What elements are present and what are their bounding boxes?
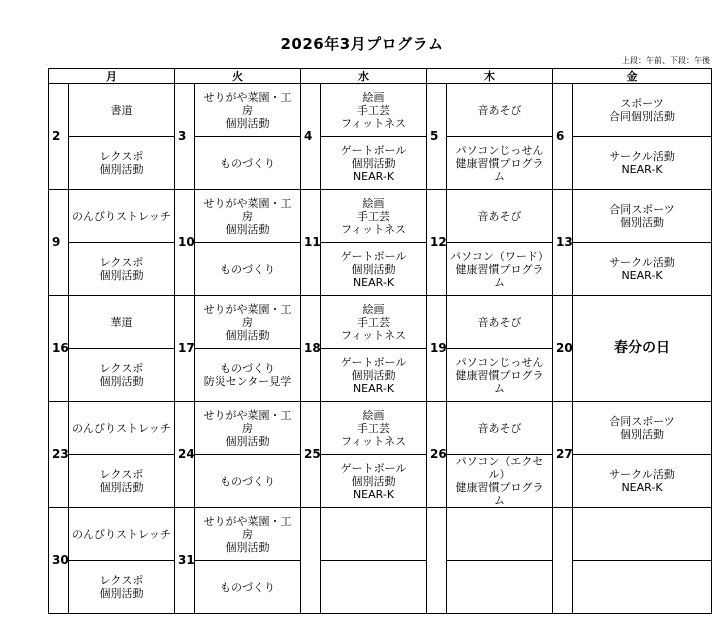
activity-line: 音あそび: [477, 103, 522, 117]
afternoon-activity-cell: [69, 455, 175, 508]
activity-line: パソコン（ワード）: [450, 249, 549, 263]
week-row-pm: [49, 455, 712, 508]
date-cell: 18: [301, 296, 321, 402]
morning-activity-cell: [321, 508, 427, 561]
activity-line: 個別活動: [225, 540, 270, 554]
afternoon-activity-cell: [321, 349, 427, 402]
activity-line: 音あそび: [477, 315, 522, 329]
activity-line: レクスポ: [99, 468, 144, 481]
activity-line: 音あそび: [477, 421, 522, 435]
activity-line: のんびりストレッチ: [72, 209, 171, 223]
morning-activity-cell: [573, 190, 712, 243]
week-row-am: [49, 296, 712, 349]
afternoon-activity-cell: [69, 137, 175, 190]
weekday-header: 木: [427, 69, 553, 84]
activity-line: 絵画: [362, 302, 385, 316]
date-cell: 20: [553, 296, 573, 402]
activity-line: せりがや菜園・工: [203, 90, 292, 104]
activity-line: フィットネス: [340, 116, 406, 130]
date-cell: 3: [175, 84, 195, 190]
holiday-cell: 春分の日: [573, 296, 712, 402]
activity-line: 華道: [110, 315, 133, 329]
date-cell: 12: [427, 190, 447, 296]
activity-line: 房: [242, 421, 253, 435]
morning-activity-cell: [69, 84, 175, 137]
morning-activity-cell: [195, 190, 301, 243]
activity-line: レクスポ: [99, 150, 144, 163]
afternoon-activity-cell: [195, 243, 301, 296]
afternoon-activity-cell: [447, 137, 553, 190]
activity-line: 合同スポーツ: [609, 203, 675, 216]
afternoon-activity-cell: [195, 137, 301, 190]
date-cell: 23: [49, 402, 69, 508]
morning-activity-cell: [321, 296, 427, 349]
activity-line: ゲートボール: [340, 249, 407, 263]
morning-activity-cell: [321, 402, 427, 455]
afternoon-activity-cell: [69, 243, 175, 296]
morning-activity-cell: [195, 296, 301, 349]
activity-line: 手工芸: [357, 421, 390, 435]
date-cell: 6: [553, 84, 573, 190]
activity-line: サークル活動: [609, 256, 675, 269]
date-cell: [427, 508, 447, 614]
activity-line: ものづくり: [220, 156, 275, 170]
activity-line: 個別活動: [99, 587, 144, 600]
activity-line: フィットネス: [340, 328, 406, 342]
afternoon-activity-cell: [573, 243, 712, 296]
date-cell: 25: [301, 402, 321, 508]
date-cell: 16: [49, 296, 69, 402]
activity-line: 房: [242, 209, 253, 223]
activity-line: せりがや菜園・工: [203, 196, 292, 210]
afternoon-activity-cell: [447, 561, 553, 614]
week-row-am: [49, 402, 712, 455]
activity-line: ム: [494, 381, 505, 395]
activity-line: ム: [494, 494, 505, 507]
morning-activity-cell: [195, 84, 301, 137]
afternoon-activity-cell: [447, 243, 553, 296]
date-cell: 26: [427, 402, 447, 508]
activity-line: 房: [242, 315, 253, 329]
activity-line: ものづくり: [220, 580, 275, 594]
activity-line: 手工芸: [357, 209, 390, 223]
morning-activity-cell: [195, 508, 301, 561]
activity-line: 個別活動: [351, 368, 396, 382]
date-cell: 2: [49, 84, 69, 190]
morning-activity-cell: [69, 508, 175, 561]
activity-line: 個別活動: [225, 222, 270, 236]
week-row-am: [49, 84, 712, 137]
week-row-pm: [49, 243, 712, 296]
morning-activity-cell: [321, 84, 427, 137]
activity-line: 健康習慣プログラ: [455, 262, 544, 276]
activity-line: サークル活動: [609, 150, 675, 163]
activity-line: NEAR-K: [352, 275, 395, 289]
date-cell: 10: [175, 190, 195, 296]
date-cell: 27: [553, 402, 573, 508]
morning-activity-cell: [69, 402, 175, 455]
activity-line: レクスポ: [99, 362, 144, 375]
weekday-header: 火: [175, 69, 301, 84]
activity-line: ゲートボール: [340, 143, 407, 157]
weekday-header: 金: [553, 69, 712, 84]
activity-line: 個別活動: [351, 262, 396, 276]
activity-line: スポーツ: [620, 97, 664, 110]
date-cell: 11: [301, 190, 321, 296]
morning-activity-cell: [447, 508, 553, 561]
date-cell: 24: [175, 402, 195, 508]
activity-line: 房: [242, 527, 253, 541]
weekday-header: 水: [301, 69, 427, 84]
activity-line: ム: [494, 275, 505, 289]
afternoon-activity-cell: [573, 561, 712, 614]
morning-activity-cell: [195, 402, 301, 455]
activity-line: ゲートボール: [340, 461, 407, 475]
date-cell: 19: [427, 296, 447, 402]
activity-line: 個別活動: [99, 163, 144, 176]
afternoon-activity-cell: [447, 349, 553, 402]
activity-line: 個別活動: [99, 269, 144, 282]
activity-line: 個別活動: [620, 428, 664, 441]
activity-line: NEAR-K: [352, 487, 395, 501]
afternoon-activity-cell: [69, 561, 175, 614]
morning-activity-cell: [573, 402, 712, 455]
afternoon-activity-cell: [195, 349, 301, 402]
date-cell: 17: [175, 296, 195, 402]
date-cell: 4: [301, 84, 321, 190]
activity-line: のんびりストレッチ: [72, 527, 171, 541]
activity-line: 個別活動: [620, 216, 664, 229]
morning-activity-cell: [447, 190, 553, 243]
date-cell: 9: [49, 190, 69, 296]
week-row-am: [49, 190, 712, 243]
afternoon-activity-cell: [321, 455, 427, 508]
week-row-am: [49, 508, 712, 561]
activity-line: 手工芸: [357, 103, 390, 117]
afternoon-activity-cell: [321, 137, 427, 190]
afternoon-activity-cell: [321, 243, 427, 296]
activity-line: せりがや菜園・工: [203, 408, 292, 422]
activity-line: ル）: [488, 468, 511, 481]
weekday-header: 月: [49, 69, 175, 84]
activity-line: 絵画: [362, 196, 385, 210]
activity-line: 房: [242, 103, 253, 117]
activity-line: サークル活動: [609, 468, 675, 481]
afternoon-activity-cell: [321, 561, 427, 614]
activity-line: NEAR-K: [352, 169, 395, 183]
activity-line: 健康習慣プログラ: [455, 368, 544, 382]
date-cell: [301, 508, 321, 614]
activity-line: パソコンじっせん: [455, 143, 544, 157]
activity-line: レクスポ: [99, 574, 144, 587]
activity-line: 音あそび: [477, 209, 522, 223]
activity-line: ものづくり: [220, 474, 275, 488]
activity-line: 個別活動: [99, 481, 144, 494]
page-title: 2026年3月プログラム: [280, 35, 444, 53]
activity-line: 個別活動: [351, 156, 396, 170]
activity-line: 個別活動: [225, 328, 270, 342]
activity-line: NEAR-K: [621, 163, 663, 176]
morning-activity-cell: [447, 296, 553, 349]
afternoon-activity-cell: [195, 561, 301, 614]
morning-activity-cell: [321, 190, 427, 243]
week-row-pm: [49, 561, 712, 614]
afternoon-activity-cell: [195, 455, 301, 508]
activity-line: 個別活動: [225, 116, 270, 130]
date-cell: 30: [49, 508, 69, 614]
afternoon-activity-cell: [573, 455, 712, 508]
afternoon-activity-cell: [447, 455, 553, 508]
morning-activity-cell: [573, 84, 712, 137]
activity-line: パソコン（エクセ: [455, 455, 544, 468]
morning-activity-cell: [573, 508, 712, 561]
activity-line: ものづくり: [220, 362, 275, 375]
afternoon-activity-cell: [69, 349, 175, 402]
morning-activity-cell: [447, 402, 553, 455]
schedule-note: 上段：午前、下段：午後: [622, 56, 710, 65]
morning-activity-cell: [69, 296, 175, 349]
activity-line: のんびりストレッチ: [72, 421, 171, 435]
date-cell: 13: [553, 190, 573, 296]
activity-line: NEAR-K: [621, 481, 663, 494]
activity-line: 手工芸: [357, 315, 390, 329]
activity-line: せりがや菜園・工: [203, 302, 292, 316]
activity-line: 個別活動: [351, 474, 396, 488]
activity-line: ゲートボール: [340, 355, 407, 369]
morning-activity-cell: [69, 190, 175, 243]
mark-dot: .: [46, 60, 48, 67]
activity-line: NEAR-K: [621, 269, 663, 282]
activity-line: 個別活動: [225, 434, 270, 448]
activity-line: 絵画: [362, 90, 385, 104]
activity-line: せりがや菜園・工: [203, 514, 292, 528]
activity-line: フィットネス: [340, 222, 406, 236]
activity-line: 合同個別活動: [609, 110, 675, 123]
morning-activity-cell: [447, 84, 553, 137]
activity-line: 合同スポーツ: [609, 415, 675, 428]
activity-line: パソコンじっせん: [455, 355, 544, 369]
activity-line: フィットネス: [340, 434, 406, 448]
date-cell: 31: [175, 508, 195, 614]
activity-line: 防災センター見学: [203, 375, 292, 388]
activity-line: NEAR-K: [352, 381, 395, 395]
afternoon-activity-cell: [573, 137, 712, 190]
activity-line: 個別活動: [99, 375, 144, 388]
header-row: [49, 69, 712, 84]
activity-line: 絵画: [362, 408, 385, 422]
date-cell: 5: [427, 84, 447, 190]
activity-line: 健康習慣プログラ: [455, 481, 544, 494]
program-calendar: [48, 68, 712, 614]
activity-line: レクスポ: [99, 256, 144, 269]
week-row-pm: [49, 137, 712, 190]
activity-line: ものづくり: [220, 262, 275, 276]
activity-line: ム: [494, 169, 505, 183]
activity-line: 健康習慣プログラ: [455, 156, 544, 170]
date-cell: [553, 508, 573, 614]
activity-line: 書道: [110, 103, 133, 117]
